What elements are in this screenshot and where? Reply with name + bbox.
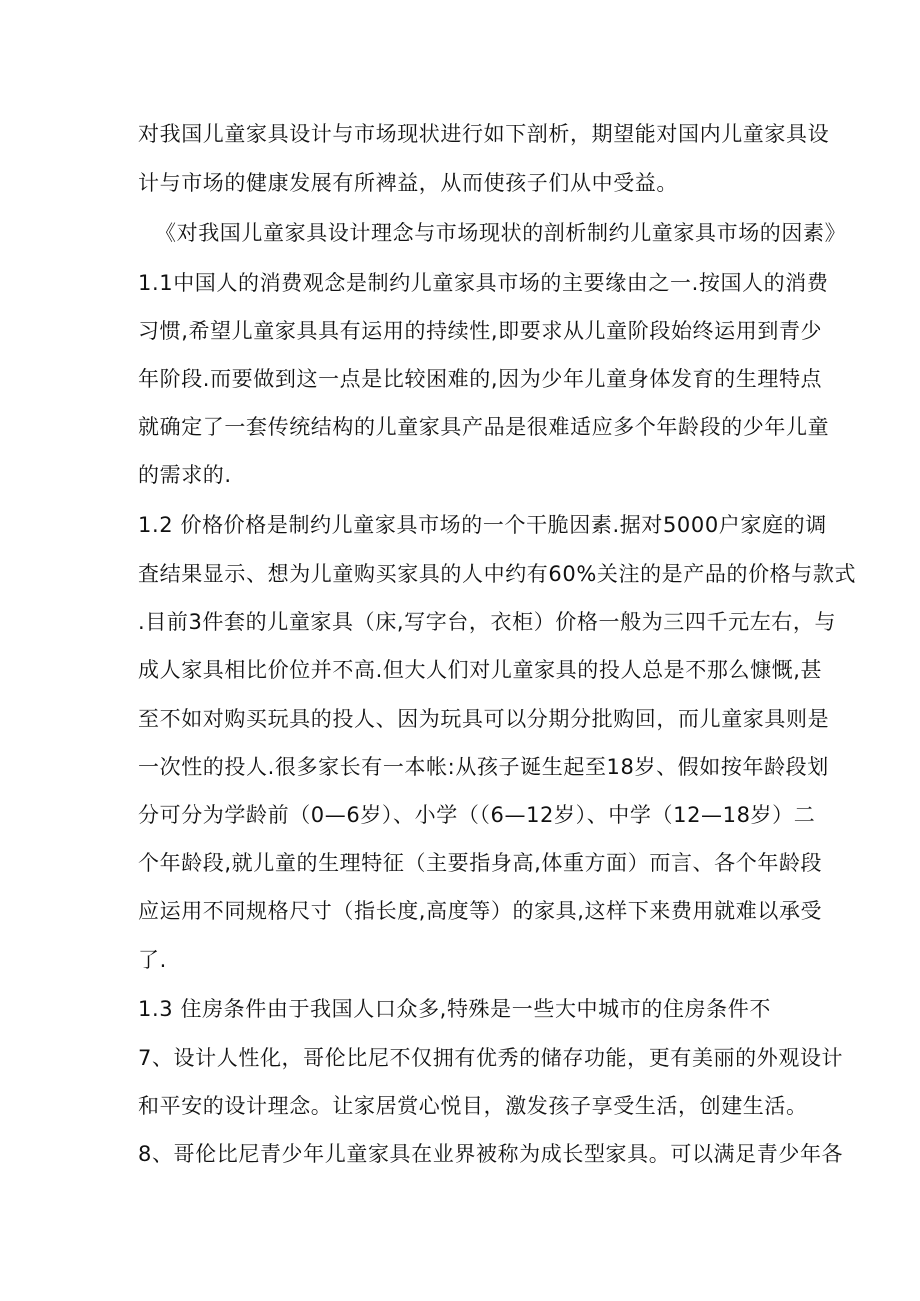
text-line: 7、设计人性化，哥伦比尼不仅拥有优秀的储存功能，更有美丽的外观设计: [138, 1046, 844, 1070]
text-line: 査结果显示、想为儿童购买家具的人中约有60%关注的是产品的价格与款式: [138, 562, 857, 586]
text-line: 分可分为学龄前（0—6岁）、小学（（6—12岁）、中学（12—18岁）二: [138, 803, 816, 827]
text-line: 1.3 住房条件由于我国人口众多,特殊是一些大中城市的住房条件不: [138, 997, 771, 1021]
text-line: 计与市场的健康发展有所裨益，从而使孩子们从中受益。: [138, 171, 678, 195]
text-line: 8、哥伦比尼青少年儿童家具在业界被称为成长型家具。可以满足青少年各: [138, 1142, 844, 1166]
text-line: 年阶段.而要做到这一点是比较困难的,因为少年儿童身体发育的生理特点: [138, 367, 823, 391]
text-line: 一次性的投人.很多家长有一本帐:从孩子诞生起至18岁、假如按年龄段划: [138, 755, 829, 779]
text-line: 的需求的.: [138, 463, 232, 487]
text-line: 1.1中国人的消费观念是制约儿童家具市场的主要缘由之一.按国人的消费: [138, 271, 829, 295]
text-line: 应运用不同规格尺寸（指长度,高度等）的家具,这样下来费用就难以承受: [138, 899, 823, 923]
text-line: 成人家具相比价位并不高.但大人们对儿童家具的投人总是不那么慷慨,甚: [138, 658, 823, 682]
text-line: 个年龄段,就儿童的生理特征（主要指身高,体重方面）而言、各个年龄段: [138, 851, 823, 875]
text-line: 对我国儿童家具设计与市场现状进行如下剖析，期望能对国内儿童家具设: [138, 122, 830, 146]
text-line: 和平安的设计理念。让家居赏心悦目，激发孩子享受生活，创建生活。: [138, 1094, 808, 1118]
text-line: 了.: [138, 948, 167, 972]
text-line: .目前3件套的儿童家具（床,写字台，衣柜）价格一般为三四千元左右，与: [138, 610, 837, 634]
text-line: 习惯,希望儿童家具具有运用的持续性,即要求从儿童阶段始终运用到青少: [138, 319, 823, 343]
text-line-heading: 《对我国儿童家具设计理念与市场现状的剖析制约儿童家具市场的因素》: [155, 221, 847, 245]
text-line: 1.2 价格价格是制约儿童家具市场的一个干脆因素.据对5000户家庭的调: [138, 513, 827, 537]
text-line: 至不如对购买玩具的投人、因为玩具可以分期分批购回，而儿童家具则是: [138, 707, 830, 731]
text-line: 就确定了一套传统结构的儿童家具产品是很难适应多个年龄段的少年儿童: [138, 415, 830, 439]
